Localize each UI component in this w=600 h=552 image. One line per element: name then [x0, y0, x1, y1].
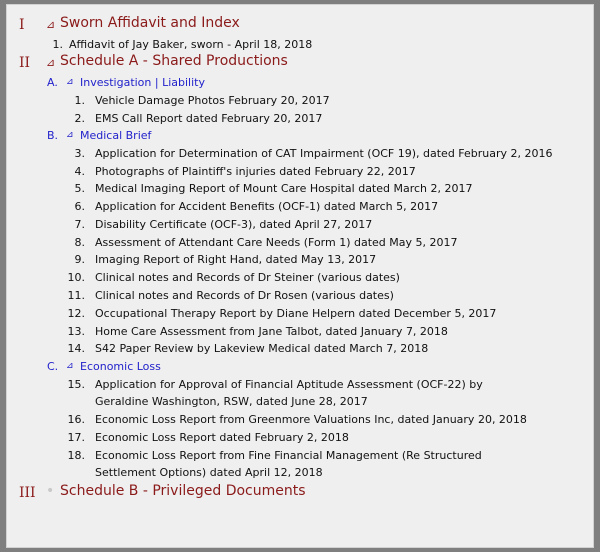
collapse-triangle-icon[interactable]: ⊿ [46, 18, 56, 31]
subsection-title[interactable]: Economic Loss [80, 360, 161, 373]
item-number: 10. [67, 271, 85, 284]
subsection-title[interactable]: Investigation | Liability [80, 76, 205, 89]
item-number: 11. [67, 289, 85, 302]
section-title[interactable]: Schedule A - Shared Productions [60, 53, 288, 69]
collapse-triangle-icon[interactable]: ⊿ [66, 77, 74, 87]
document-item[interactable]: Economic Loss Report from Greenmore Valuations Inc, dated January 20, 2018 [95, 413, 527, 426]
item-number: 17. [67, 431, 85, 444]
document-index-panel [6, 4, 594, 548]
item-number: 16. [67, 413, 85, 426]
document-item[interactable]: Imaging Report of Right Hand, dated May 13, 2017 [95, 253, 377, 266]
section-numeral: II [19, 55, 31, 71]
subsection-letter: B. [47, 129, 59, 142]
item-number: 3. [74, 147, 85, 160]
item-number: 9. [74, 253, 85, 266]
collapse-triangle-icon[interactable]: ⊿ [66, 361, 74, 371]
item-number: 13. [67, 325, 85, 338]
section-numeral: I [19, 17, 25, 33]
collapse-triangle-icon[interactable]: ⊿ [46, 56, 56, 69]
item-number: 4. [74, 165, 85, 178]
subsection-letter: A. [47, 76, 58, 89]
leaf-dot-icon: • [46, 483, 55, 499]
document-item[interactable]: Clinical notes and Records of Dr Steiner (various dates) [95, 271, 400, 284]
item-number: 1. [74, 94, 85, 107]
document-item-continuation[interactable]: Geraldine Washington, RSW, dated June 28, 2017 [95, 395, 368, 408]
item-number: 6. [74, 200, 85, 213]
document-item-continuation[interactable]: Settlement Options) dated April 12, 2018 [95, 466, 323, 479]
item-number: 18. [67, 449, 85, 462]
item-number: 14. [67, 342, 85, 355]
document-item[interactable]: Vehicle Damage Photos February 20, 2017 [95, 94, 330, 107]
item-number: 7. [74, 218, 85, 231]
document-item[interactable]: Clinical notes and Records of Dr Rosen (various dates) [95, 289, 394, 302]
item-number: 1. [52, 38, 63, 51]
document-item[interactable]: Application for Determination of CAT Impairment (OCF 19), dated February 2, 2016 [95, 147, 553, 160]
subsection-letter: C. [47, 360, 59, 373]
document-item[interactable]: S42 Paper Review by Lakeview Medical dated March 7, 2018 [95, 342, 429, 355]
document-item[interactable]: Medical Imaging Report of Mount Care Hospital dated March 2, 2017 [95, 182, 473, 195]
section-numeral: III [19, 485, 36, 501]
document-item[interactable]: Photographs of Plaintiff's injuries dated February 22, 2017 [95, 165, 416, 178]
document-item[interactable]: Affidavit of Jay Baker, sworn - April 18, 2018 [69, 38, 313, 51]
document-item[interactable]: Application for Approval of Financial Aptitude Assessment (OCF-22) by [95, 378, 483, 391]
section-title[interactable]: Sworn Affidavit and Index [60, 15, 240, 31]
collapse-triangle-icon[interactable]: ⊿ [66, 130, 74, 140]
document-item[interactable]: Disability Certificate (OCF-3), dated April 27, 2017 [95, 218, 373, 231]
section-title[interactable]: Schedule B - Privileged Documents [60, 483, 306, 499]
document-item[interactable]: Application for Accident Benefits (OCF-1) dated March 5, 2017 [95, 200, 439, 213]
item-number: 5. [74, 182, 85, 195]
item-number: 15. [67, 378, 85, 391]
subsection-title[interactable]: Medical Brief [80, 129, 152, 142]
document-item[interactable]: Occupational Therapy Report by Diane Helpern dated December 5, 2017 [95, 307, 497, 320]
document-item[interactable]: EMS Call Report dated February 20, 2017 [95, 112, 323, 125]
item-number: 8. [74, 236, 85, 249]
document-item[interactable]: Assessment of Attendant Care Needs (Form 1) dated May 5, 2017 [95, 236, 458, 249]
item-number: 12. [67, 307, 85, 320]
document-item[interactable]: Economic Loss Report from Fine Financial Management (Re Structured [95, 449, 482, 462]
document-item[interactable]: Economic Loss Report dated February 2, 2018 [95, 431, 349, 444]
item-number: 2. [74, 112, 85, 125]
document-item[interactable]: Home Care Assessment from Jane Talbot, dated January 7, 2018 [95, 325, 448, 338]
